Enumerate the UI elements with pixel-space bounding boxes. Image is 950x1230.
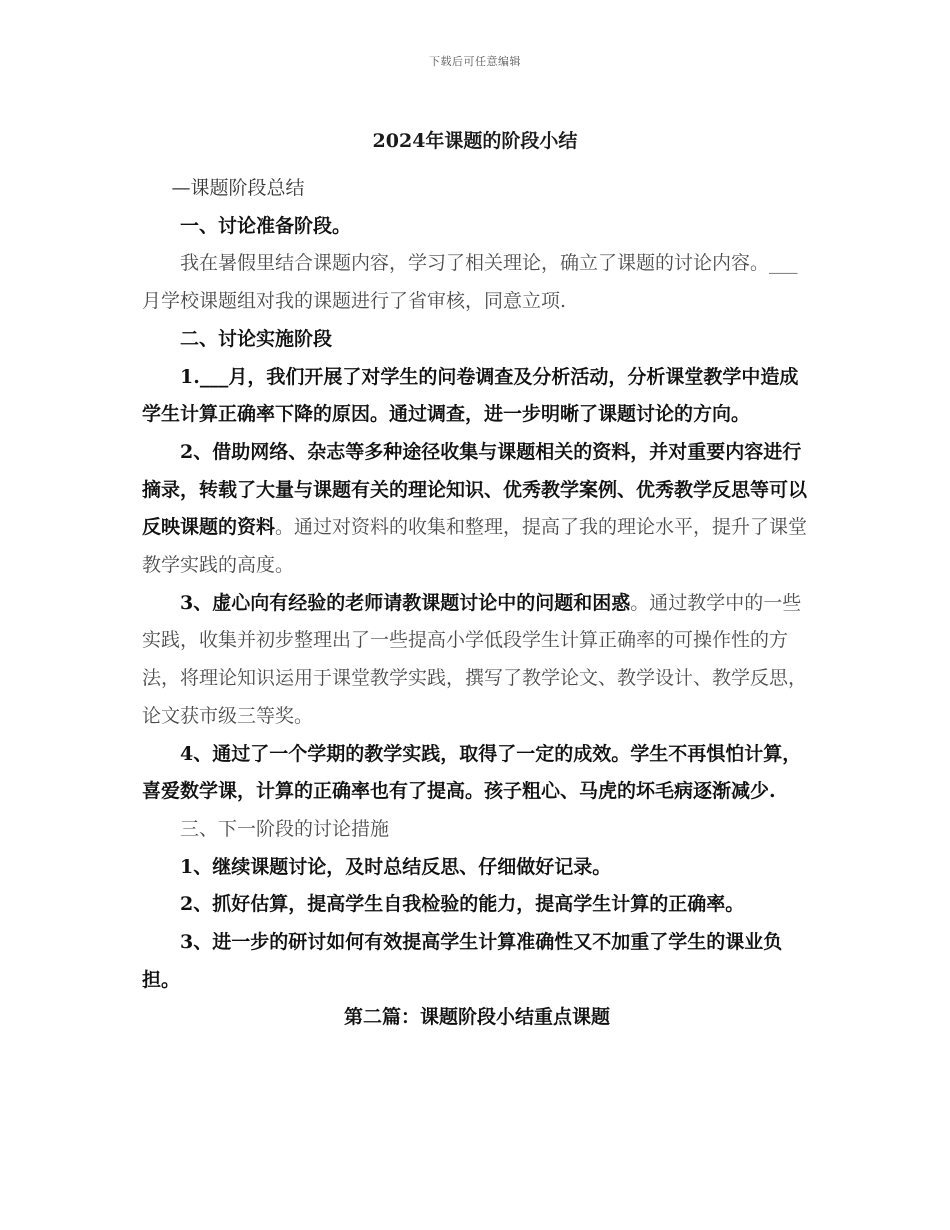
section-2-item-4: 4、通过了一个学期的教学实践，取得了一定的成效。学生不再惧怕计算，喜爱数学课，计算的正确率也有了提高。孩子粗心、马虎的坏毛病逐渐减少. (142, 742, 802, 803)
page-header-note: 下载后可任意编辑 (429, 55, 521, 68)
section-3-heading: 三、下一阶段的讨论措施 (180, 817, 390, 840)
part-2-title: 第二篇：课题阶段小结重点课题 (343, 1006, 610, 1029)
section-3-item-3: 3、进一步的研讨如何有效提高学生计算准确性又不加重了学生的课业负担。 (142, 931, 783, 991)
section-2-item-3-normal: 。通过教学中的一些实践，收集并初步整理出了一些提高小学低段学生计算正确率的可操作性的方法，将理论知识运用于课堂教学实践，撰写了教学论文、教学设计、教学反思，论文获市级三等奖。 (142, 591, 808, 727)
section-2-item-2-bold: 2、借助网络、杂志等多种途径收集与课题相关的资料，并对重要内容进行摘录，转载了大量与课题有关的理论知识、优秀教学案例、优秀教学反思等可以反映课题的资料 (142, 440, 808, 539)
section-2-item-3-bold: 3、虚心向有经验的老师请教课题讨论中的问题和困惑 (180, 591, 631, 614)
section-3-item-2: 2、抓好估算，提高学生自我检验的能力，提高学生计算的正确率。 (180, 893, 745, 916)
section-2-item-2 (142, 434, 812, 585)
section-1-heading: 一、讨论准备阶段。 (180, 214, 352, 237)
document-subtitle: —课题阶段总结 (171, 177, 305, 199)
section-2-item-3 (142, 585, 812, 736)
section-1-paragraph: 我在暑假里结合课题内容，学习了相关理论，确立了课题的讨论内容。___月学校课题组对我的课题进行了省审核，同意立项. (142, 252, 798, 313)
section-2-item-2-normal: 。通过对资料的收集和整理，提高了我的理论水平，提升了课堂教学实践的高度。 (142, 516, 808, 577)
document-title: 2024年课题的阶段小结 (372, 130, 578, 152)
section-2-heading: 二、讨论实施阶段 (180, 327, 333, 350)
section-2-item-1: 1.___月，我们开展了对学生的问卷调查及分析活动，分析课堂教学中造成学生计算正确率下降的原因。通过调查，进一步明晰了课题讨论的方向。 (142, 365, 799, 426)
section-3-item-1: 1、继续课题讨论，及时总结反思、仔细做好记录。 (180, 855, 612, 878)
document-body (142, 170, 812, 1037)
